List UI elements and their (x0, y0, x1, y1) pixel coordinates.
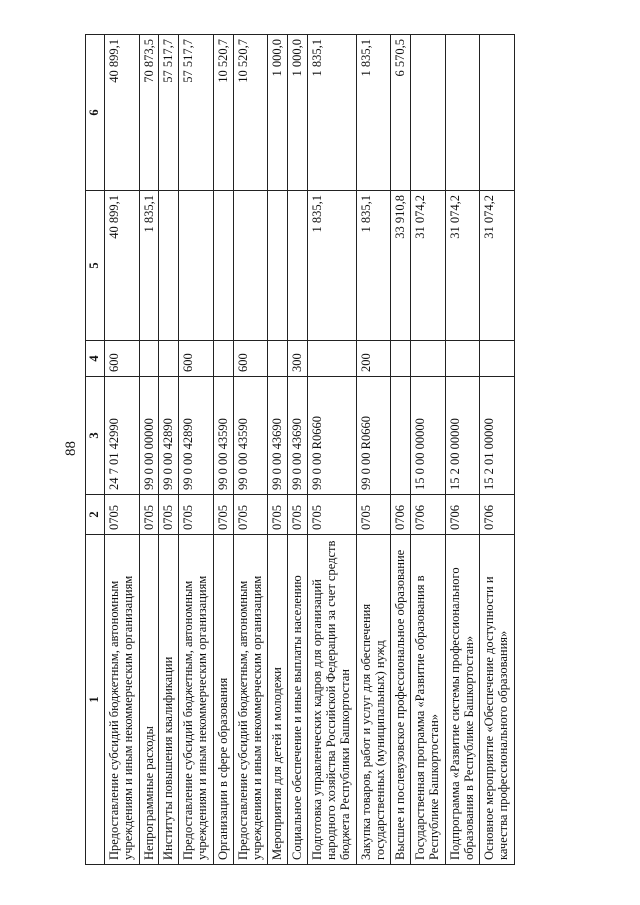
header-col-2: 2 (86, 495, 105, 535)
cell-name: Мероприятия для детей и молодежи (268, 535, 288, 865)
page-number: 88 (63, 441, 79, 456)
cell-amount-col5: 1 835,1 (356, 191, 391, 341)
cell-target-article: 99 0 00 42890 (179, 377, 214, 495)
table-row (105, 35, 140, 865)
cell-amount-col6: 1 835,1 (356, 35, 391, 191)
cell-amount-col6: 57 517,7 (159, 35, 179, 191)
table-row (213, 35, 233, 865)
cell-section-code: 0705 (139, 495, 159, 535)
budget-table (85, 34, 515, 865)
cell-name: Предоставление субсидий бюджетным, автономным учреждениям и иным некоммерческим организациям (105, 535, 140, 865)
cell-name: Подготовка управленческих кадров для организаций народного хозяйства Российской Федерации за счет средств бюджета Республики Башкортостан (307, 535, 356, 865)
cell-section-code: 0705 (233, 495, 268, 535)
cell-amount-col5: 31 074,2 (411, 191, 446, 341)
table-row (356, 35, 391, 865)
cell-amount-col6 (445, 35, 480, 191)
cell-expense-type: 600 (233, 341, 268, 377)
cell-amount-col5 (268, 191, 288, 341)
cell-expense-type: 600 (105, 341, 140, 377)
cell-name: Организации в сфере образования (213, 535, 233, 865)
cell-amount-col5: 40 899,1 (105, 191, 140, 341)
cell-amount-col5 (233, 191, 268, 341)
header-col-4: 4 (86, 341, 105, 377)
cell-section-code: 0706 (411, 495, 446, 535)
header-col-1: 1 (86, 535, 105, 865)
cell-target-article: 15 2 01 00000 (480, 377, 515, 495)
cell-target-article: 99 0 00 R0660 (356, 377, 391, 495)
cell-expense-type: 600 (179, 341, 214, 377)
cell-amount-col6: 1 000,0 (268, 35, 288, 191)
cell-name: Социальное обеспечение и иные выплаты населению (287, 535, 307, 865)
table-row (411, 35, 446, 865)
table-row (391, 35, 411, 865)
table-row (445, 35, 480, 865)
cell-amount-col6: 1 835,1 (307, 35, 356, 191)
table-body (105, 35, 515, 865)
table-row (179, 35, 214, 865)
table-row (287, 35, 307, 865)
cell-expense-type (480, 341, 515, 377)
cell-name: Подпрограмма «Развитие системы профессионального образования в Республике Башкортостан» (445, 535, 480, 865)
cell-amount-col6: 6 570,5 (391, 35, 411, 191)
cell-expense-type (139, 341, 159, 377)
cell-amount-col6: 10 520,7 (213, 35, 233, 191)
cell-amount-col6 (480, 35, 515, 191)
cell-section-code: 0705 (159, 495, 179, 535)
cell-section-code: 0706 (445, 495, 480, 535)
cell-name: Непрограммные расходы (139, 535, 159, 865)
cell-section-code: 0705 (105, 495, 140, 535)
budget-table-sheet (85, 35, 515, 865)
cell-name: Государственная программа «Развитие образования в Республике Башкортостан» (411, 535, 446, 865)
cell-amount-col5: 1 835,1 (139, 191, 159, 341)
cell-amount-col6 (411, 35, 446, 191)
table-row (480, 35, 515, 865)
cell-target-article: 15 0 00 00000 (411, 377, 446, 495)
cell-name: Высшее и послевузовское профессиональное образование (391, 535, 411, 865)
cell-amount-col5 (179, 191, 214, 341)
cell-target-article: 99 0 00 43690 (268, 377, 288, 495)
cell-target-article: 99 0 00 R0660 (307, 377, 356, 495)
header-col-3: 3 (86, 377, 105, 495)
header-row (86, 35, 105, 865)
cell-name: Предоставление субсидий бюджетным, автономным учреждениям и иным некоммерческим организациям (233, 535, 268, 865)
table-row (268, 35, 288, 865)
cell-amount-col5: 31 074,2 (445, 191, 480, 341)
cell-amount-col5: 1 835,1 (307, 191, 356, 341)
cell-amount-col6: 1 000,0 (287, 35, 307, 191)
cell-expense-type (307, 341, 356, 377)
cell-section-code: 0705 (356, 495, 391, 535)
cell-expense-type: 300 (287, 341, 307, 377)
cell-name: Институты повышения квалификации (159, 535, 179, 865)
cell-expense-type (268, 341, 288, 377)
cell-amount-col5: 31 074,2 (480, 191, 515, 341)
cell-expense-type (213, 341, 233, 377)
cell-name: Предоставление субсидий бюджетным, автономным учреждениям и иным некоммерческим организациям (179, 535, 214, 865)
cell-expense-type (411, 341, 446, 377)
cell-target-article (391, 377, 411, 495)
table-row (307, 35, 356, 865)
cell-expense-type (159, 341, 179, 377)
cell-target-article: 99 0 00 42890 (159, 377, 179, 495)
cell-target-article: 15 2 00 00000 (445, 377, 480, 495)
cell-amount-col5 (159, 191, 179, 341)
cell-target-article: 99 0 00 43590 (233, 377, 268, 495)
cell-amount-col6: 10 520,7 (233, 35, 268, 191)
cell-name: Основное мероприятие «Обеспечение доступности и качества профессионального образования» (480, 535, 515, 865)
table-row (139, 35, 159, 865)
cell-section-code: 0705 (287, 495, 307, 535)
cell-amount-col5: 33 910,8 (391, 191, 411, 341)
cell-section-code: 0706 (391, 495, 411, 535)
cell-name: Закупка товаров, работ и услуг для обеспечения государственных (муниципальных) нужд (356, 535, 391, 865)
cell-amount-col6: 57 517,7 (179, 35, 214, 191)
cell-section-code: 0706 (480, 495, 515, 535)
cell-section-code: 0705 (307, 495, 356, 535)
cell-section-code: 0705 (268, 495, 288, 535)
header-col-5: 5 (86, 191, 105, 341)
header-col-6: 6 (86, 35, 105, 191)
cell-amount-col5 (213, 191, 233, 341)
cell-amount-col6: 70 873,5 (139, 35, 159, 191)
cell-section-code: 0705 (179, 495, 214, 535)
cell-amount-col5 (287, 191, 307, 341)
table-row (159, 35, 179, 865)
cell-target-article: 99 0 00 43690 (287, 377, 307, 495)
cell-target-article: 24 7 01 42990 (105, 377, 140, 495)
cell-amount-col6: 40 899,1 (105, 35, 140, 191)
table-row (233, 35, 268, 865)
cell-target-article: 99 0 00 00000 (139, 377, 159, 495)
cell-expense-type (391, 341, 411, 377)
cell-target-article: 99 0 00 43590 (213, 377, 233, 495)
cell-section-code: 0705 (213, 495, 233, 535)
cell-expense-type: 200 (356, 341, 391, 377)
cell-expense-type (445, 341, 480, 377)
